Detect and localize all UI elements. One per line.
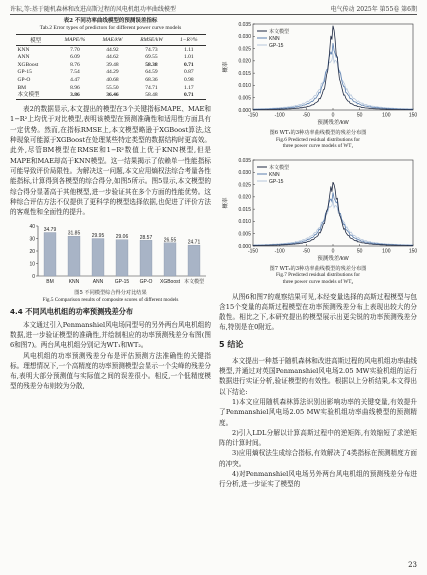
paragraph-analysis: 表2的数据显示,本文提出的模型在3个关键指标MAPE、MAE和1−R²上均优于对比模型,表明该模型在预测准确性和适用性方面具有一定优势。然而,在指标RMSE上,本文模型略逊于XGBoost算法,这种现象可能源于XGBoost在处理某些特定类型的数据结构时更高效。此外,尽管BM模型在RMSE和1−R²数值上优于KNN模型,但是MAPE和MAE却高于KNN模型。这一结果揭示了依赖单一性能指标可能导致评价局限性。为解决这一问题,本文应用熵权法综合考量各性能指标,计算得到各模型的综合得分,如图5所示。图5显示,本文模型的综合得分显著高于其他模型,进一步验证其在多个方面的性能优势。这种综合评估方法不仅提供了更科学的模型选择依据,也促进了评价方法的客观性和全面性的提升。 [10,105,211,217]
fig5-caption-cn: 图5 不同模型综合得分对比结果 [74,290,147,297]
bar [92,239,104,276]
x-tick-label: 50 [356,248,363,255]
fig6-caption-en-2: three power curve models of WT₁ [282,143,354,150]
metric-cell: 40.68 [106,76,119,83]
x-tick-label: 150 [408,248,417,255]
paragraph-conclusion-intro: 本文提出一种基于随机森林和改进高斯过程的风电机组功率曲线模型,并通过对英国Penmanshiel风电场2.05 MW实验机组的运行数据进行实证分析,验证模型的有效性。根据以上分析结果,本文得出以下结论: [219,356,417,396]
x-category-label: ANN [92,279,104,286]
model-name-cell: GP-O [17,76,31,83]
y-tick-label: 0.025 [238,182,251,189]
bar [188,246,200,277]
metric-cell: 1.11 [184,46,194,53]
x-category-label: 本文模型 [183,279,205,286]
y-tick-label: 0.005 [238,231,251,238]
x-category-label: XGBoost [159,279,181,286]
metric-cell: 44.92 [106,46,119,53]
table-header-cell: 1−R²/% [172,35,205,46]
model-name-cell: KNN [17,46,30,53]
metric-cell: 1.17 [183,84,194,91]
legend-label: GP-15 [269,42,284,49]
section-5-title: 5 结论 [219,339,244,349]
header-right: 电气传动 2025年 第55卷 第6期 [330,6,417,13]
x-tick-label: 150 [408,112,417,119]
x-category-label: GP-O [139,279,153,286]
metric-cell: 0.71 [172,92,205,100]
conclusion-2: 2)引入LDL分解以计算高斯过程中的逆矩阵,有效缩短了求逆矩阵的计算时间。 [219,428,417,448]
metric-cell: 74.73 [145,46,158,53]
metric-cell: 36.46 [94,92,131,100]
legend-label: 本文模型 [269,164,290,171]
x-tick-label: -100 [274,248,285,255]
y-tick-label: 0.000 [238,107,251,114]
fig6-residual-chart [219,18,417,130]
bar-value-label: 26.55 [163,237,177,244]
right-column [219,18,417,490]
y-tick-label: 0.000 [238,243,251,250]
x-tick-label: 100 [382,248,391,255]
series-line [253,43,413,109]
metric-cell: 4.47 [70,76,80,83]
y-tick-label: 0.015 [238,206,251,213]
y-tick-label: 0.025 [238,46,251,53]
metric-cell: 0.87 [183,69,194,76]
paragraph-observation: 从图6和图7的观察结果可见,本经变量选择的高斯过程模型与包含15个变量的高斯过程模型在功率预测残差分布上表现出较大的分散性。相比之下,本研究提出的模型展示出更尖锐的功率预测残差分布,特别是在0附近。 [219,292,417,332]
table-header-cell: MAPE/% [56,35,94,46]
x-tick-label: -100 [274,112,285,119]
left-column [10,18,211,392]
metric-cell: 74.71 [145,84,158,91]
table-row [16,92,206,100]
y-tick-label: 0.020 [238,194,251,201]
header-left: 许耘,等:基于随机森林和改进高斯过程的风电机组功率曲线模型 [10,6,176,13]
x-category-label: BM [46,279,54,286]
table-caption-cn: 表2 不同功率曲线模型的预测误差指标 [63,18,158,24]
metric-cell: 8.96 [70,84,80,91]
model-name-cell: GP-15 [17,69,32,76]
conclusion-1: 1)本文应用随机森林算法识别出影响功率的关键变量,有效提升了Penmanshiel风电场2.05 MW实验机组功率曲线模型的预测精度。 [219,397,417,427]
y-axis-label: 概率 [223,61,229,73]
x-axis-label: 预测残差/kW [317,255,349,262]
metric-cell: 68.36 [145,76,158,83]
y-tick-label: 0.020 [238,58,251,65]
fig6-caption-cn: 图6 WT₁的3种功率曲线模型的残差分布图 [269,130,367,136]
bar-value-label: 28.57 [139,235,153,242]
metric-cell: 0.98 [183,76,194,83]
legend-label: KNN [269,35,280,42]
y-tick-label: 0.035 [238,157,251,164]
y-tick-label: 0.035 [238,21,251,28]
y-tick-label: 0.010 [238,219,251,226]
y-tick-label: 0 [32,274,35,281]
legend-label: GP-15 [269,178,284,185]
metric-cell: 1.01 [183,54,194,61]
y-tick-label: 0.015 [238,70,251,77]
conclusion-3: 3)应用熵权法生成综合指标,有效解决了4类指标在预测精度方面的冲突。 [219,449,417,468]
bar [44,233,56,276]
bar [164,243,176,276]
table-row [16,84,206,92]
fig7-residual-chart [219,154,417,266]
table-header-cell: 模型 [16,35,56,46]
metric-cell: 55.50 [106,84,119,91]
legend-label: KNN [269,171,280,178]
x-category-label: GP-15 [114,279,130,286]
composite-score-bar-chart [10,220,211,290]
fig7-caption-en-2: three power curve models of WT₂ [282,278,354,285]
x-tick-label: -150 [247,248,259,255]
series-line [253,54,413,110]
table-row [16,54,206,62]
fig5-caption-en: Fig.5 Comparison results of composite scores of different models [42,297,179,304]
y-tick-label: 10 [29,261,35,268]
bar [116,240,128,276]
header-rule [10,14,417,15]
model-name-cell: XGBoost [17,61,39,68]
y-tick-label: 0.030 [238,34,251,41]
section-4-4-title: 4.4 不同风电机组的功率预测残差分布 [10,306,134,316]
table-header-cell: RMSE/kW [131,35,172,46]
x-axis-label: 预测残差/kW [317,120,349,126]
metric-cell: 58.38 [145,61,158,68]
table-row [16,69,206,77]
metric-cell: 7.54 [70,69,80,76]
bar-value-label: 31.85 [67,231,81,238]
model-name-cell: 本文模型 [16,92,56,100]
x-tick-label: -50 [302,248,310,255]
metric-cell: 69.55 [145,54,158,61]
y-tick-label: 30 [29,236,35,243]
metric-cell: 39.48 [106,61,119,68]
metric-cell: 3.86 [56,92,94,100]
y-tick-label: 0.005 [238,95,251,102]
paragraph-turbines: 本文通过引入Penmanshiel风电场同型号的另外两台风电机组的数据,进一步验证模型的准确性,并绘制相应的功率预测残差分布图(图6和图7)。两台风电机组分别记为WT₁和WT₂。 [10,320,211,350]
error-table [16,34,206,100]
legend-label: 本文模型 [269,28,290,35]
table-row [16,46,206,54]
x-tick-label: 100 [382,112,391,119]
metric-cell: 8.76 [70,61,80,68]
model-name-cell: BM [17,84,27,91]
page-number: 23 [408,561,417,569]
x-tick-label: 0 [331,112,335,119]
fig7-caption-en-1: Fig.7 Predicted residual distributions for [276,272,360,279]
fig7-caption-cn: 图7 WT₂的3种功率曲线模型的残差分布图 [269,265,367,272]
y-axis-label: 概率 [223,197,229,209]
bar-value-label: 24.71 [187,240,201,247]
table-caption-en: Tab.2 Error types of predictors for different power curve models [39,25,182,31]
y-tick-label: 0.010 [238,83,251,90]
bar [140,241,152,277]
table-header-cell: MAE/kW [94,35,131,46]
y-tick-label: 0.030 [238,169,251,176]
bar-value-label: 34.79 [43,227,57,234]
metric-cell: 44.29 [106,69,119,76]
y-tick-label: 20 [29,249,35,256]
metric-cell: 7.70 [70,46,80,53]
x-tick-label: 0 [331,248,335,255]
x-tick-label: -150 [247,112,259,119]
bar [68,237,80,277]
conclusion-4: 4)对Penmanshiel风电场另外两台风电机组的预测残差分布进行分析,进一步证实了模型的 [219,470,417,489]
fig6-caption-en-1: Fig.6 Predicted residual distributions for [276,136,360,143]
table-header-row [16,35,206,46]
metric-cell: 58.48 [131,92,172,100]
x-tick-label: -50 [302,112,310,119]
x-tick-label: 50 [356,112,363,119]
metric-cell: 64.59 [145,69,158,76]
series-line [253,200,413,245]
metric-cell: 0.71 [183,61,194,68]
model-name-cell: ANN [17,54,30,61]
y-tick-label: 40 [29,224,35,231]
paragraph-residual: 风电机组的功率预测残差分布是评估预测方法准确性的关键指标。理想情况下,一个高精度的功率预测模型会显示一个尖峰的残差分布,表明大部分预测值与实际值之间的误差很小。相反,一个低精度模型的残差分布则较为分散, [10,351,211,391]
table-row [16,76,206,84]
series-line [253,182,413,246]
table-row [16,61,206,69]
metric-cell: 44.62 [106,54,119,61]
metric-cell: 6.09 [70,54,80,61]
page-header [10,4,417,13]
bar-value-label: 29.06 [115,234,129,241]
x-category-label: KNN [68,279,80,286]
bar-value-label: 29.95 [91,233,105,240]
